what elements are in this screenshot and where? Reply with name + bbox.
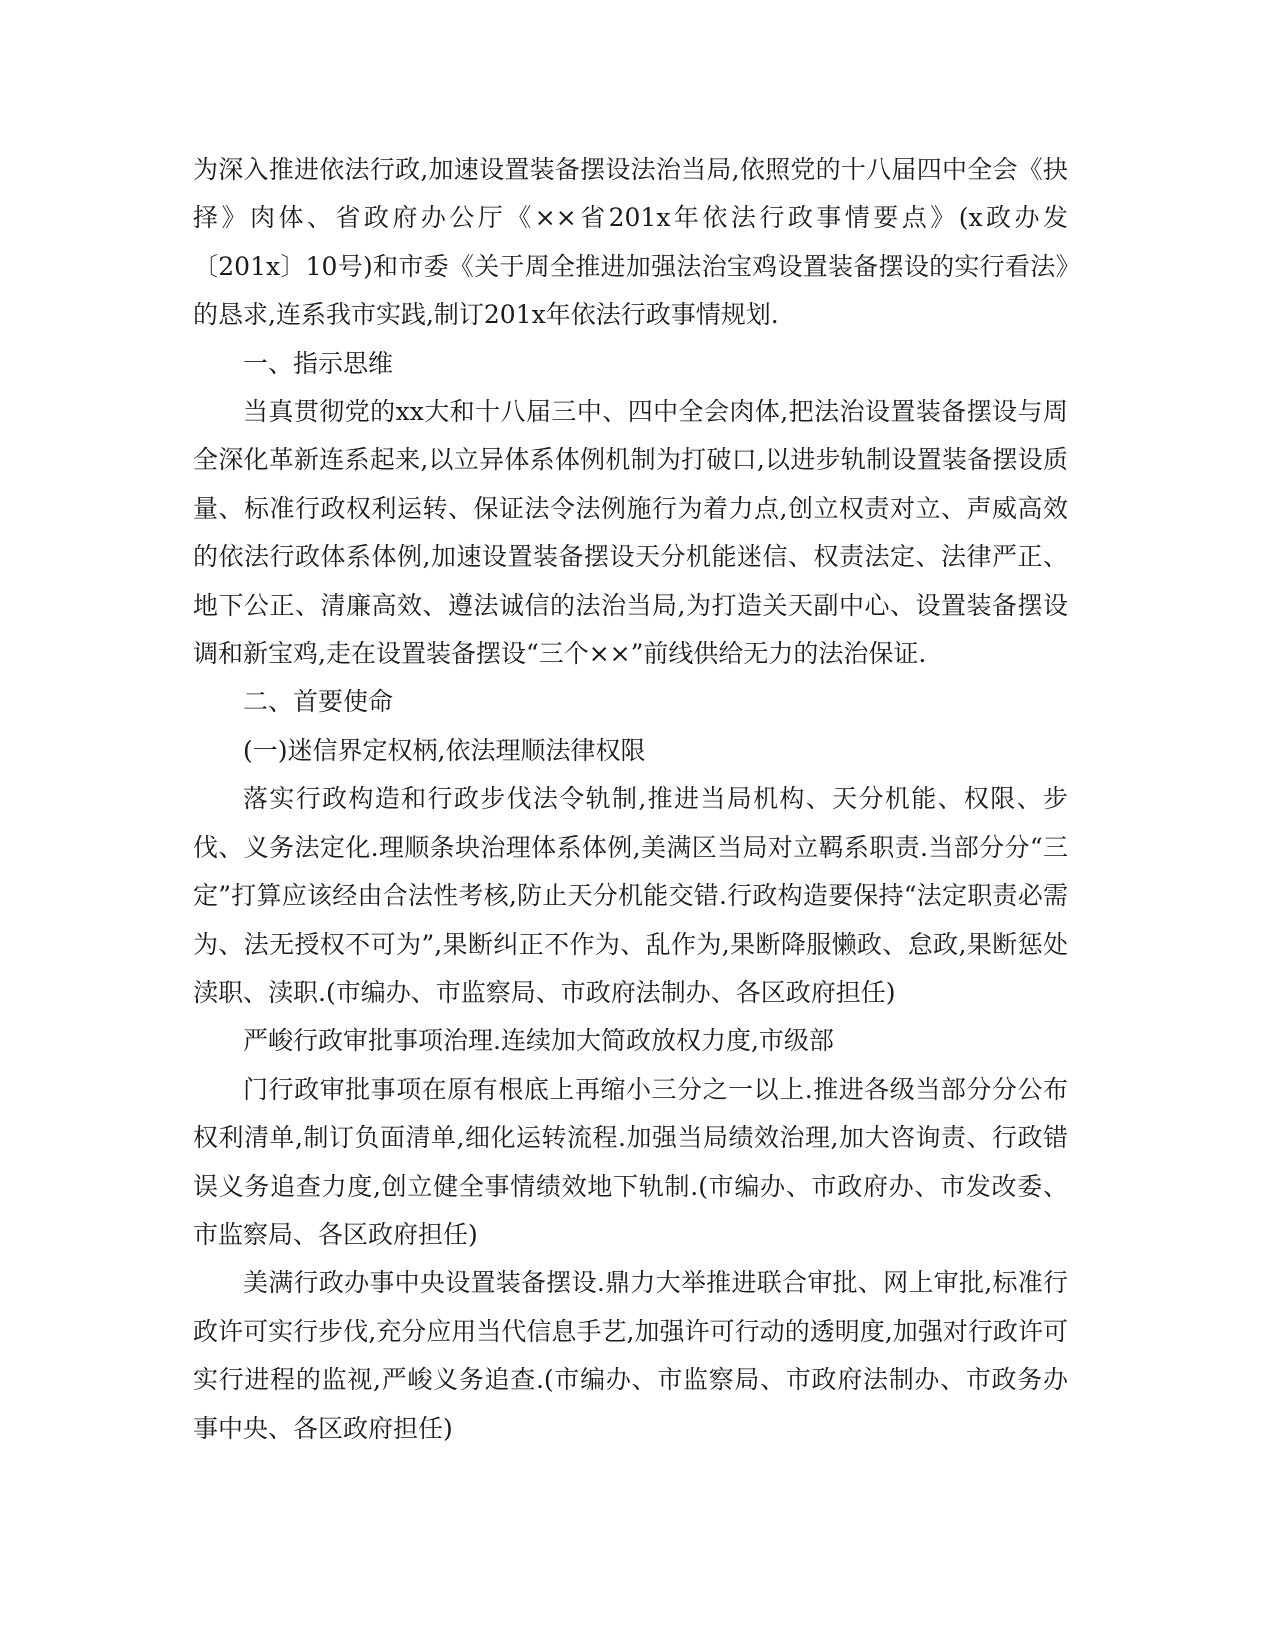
- section-heading-main-tasks: 二、首要使命: [243, 687, 394, 717]
- section-heading-guiding-thought: 一、指示思维: [243, 348, 394, 378]
- intro-paragraph: 为深入推进依法行政,加速设置装备摆设法治当局,依照党的十八届四中全会《抉择》肉体、省政府办公厅《××省201x年依法行政事情要点》(x政办发〔201x〕10号)和市委《关于周全推进加强法治宝鸡设置装备摆设的实行看法》的恳求,连系我市实践,制订201x年依法行政事情规划.: [193, 155, 1068, 330]
- task-paragraph-organization: 落实行政构造和行政步伐法令轨制,推进当局机构、天分机能、权限、步伐、义务法定化.理顺条块治理体系体例,美满区当局对立羁系职责.当部分分“三定”打算应该经由合法性考核,防止天分机能交错.行政构造要保持“法定职责必需为、法无授权不可为”,果断纠正不作为、乱作为,果断降服懒政、怠政,果断惩处渎职、渎职.(市编办、市监察局、市政府法制办、各区政府担任): [193, 784, 1068, 1007]
- document-body: [193, 146, 1068, 1453]
- task-paragraph-approval-continued: 门行政审批事项在原有根底上再缩小三分之一以上.推进各级当部分分公布权利清单,制订负面清单,细化运转流程.加强当局绩效治理,加大咨询责、行政错误义务追查力度,创立健全事情绩效地下轨制.(市编办、市政府办、市发改委、市监察局、各区政府担任): [193, 1074, 1068, 1249]
- task-paragraph-service-center: 美满行政办事中央设置装备摆设.鼎力大举推进联合审批、网上审批,标准行政许可实行步伐,充分应用当代信息手艺,加强许可行动的透明度,加强对行政许可实行进程的监视,严峻义务追查.(市编办、市监察局、市政府法制办、市政务办事中央、各区政府担任): [193, 1268, 1068, 1443]
- subsection-heading-define-powers: (一)迷信界定权柄,依法理顺法律权限: [243, 735, 646, 765]
- task-paragraph-approval-lead: 严峻行政审批事项治理.连续加大简政放权力度,市级部: [243, 1026, 834, 1056]
- guiding-thought-paragraph: 当真贯彻党的xx大和十八届三中、四中全会肉体,把法治设置装备摆设与周全深化革新连系起来,以立异体系体例机制为打破口,以进步轨制设置装备摆设质量、标准行政权利运转、保证法令法例施行为着力点,创立权责对立、声威高效的依法行政体系体例,加速设置装备摆设天分机能迷信、权责法定、法律严正、地下公正、清廉高效、遵法诚信的法治当局,为打造关天副中心、设置装备摆设调和新宝鸡,走在设置装备摆设“三个××”前线供给无力的法治保证.: [193, 397, 1068, 669]
